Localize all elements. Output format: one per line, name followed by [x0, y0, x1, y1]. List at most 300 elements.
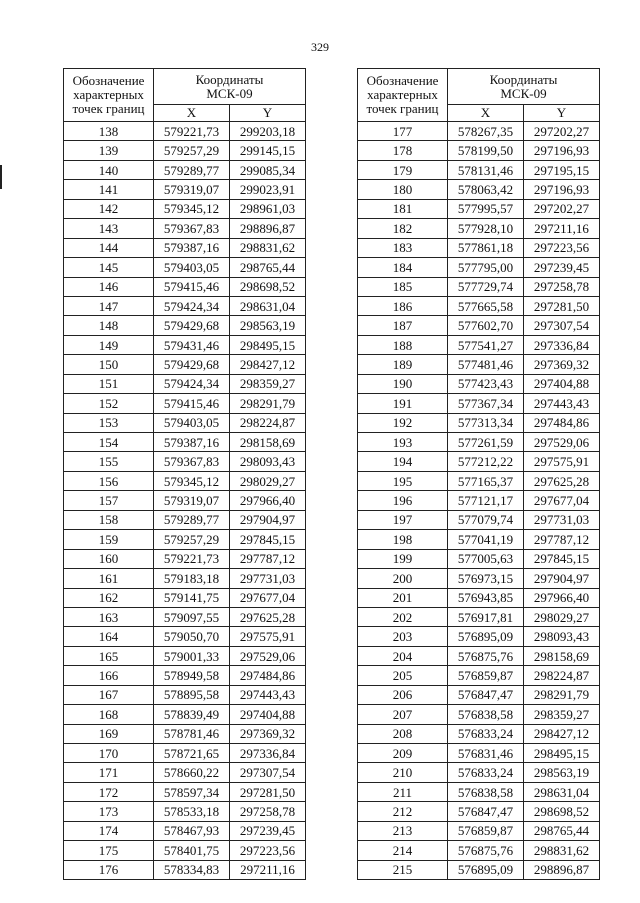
y-coordinate-cell: 297239,45 — [524, 258, 600, 277]
table-row — [358, 180, 600, 199]
table-row — [358, 685, 600, 704]
point-id-cell: 141 — [64, 180, 154, 199]
x-coordinate-cell: 579319,07 — [154, 491, 230, 510]
y-coordinate-cell: 297966,40 — [524, 588, 600, 607]
table-row — [358, 374, 600, 393]
x-coordinate-cell: 579050,70 — [154, 627, 230, 646]
x-coordinate-cell: 579001,33 — [154, 646, 230, 665]
y-coordinate-cell: 299023,91 — [230, 180, 306, 199]
table-row — [64, 316, 306, 335]
y-coordinate-cell: 298698,52 — [230, 277, 306, 296]
x-coordinate-cell: 577165,37 — [448, 471, 524, 490]
y-coordinate-cell: 297484,86 — [230, 666, 306, 685]
point-id-cell: 162 — [64, 588, 154, 607]
table-row — [358, 219, 600, 238]
table-row — [64, 277, 306, 296]
x-coordinate-cell: 579367,83 — [154, 219, 230, 238]
x-coordinate-cell: 576875,76 — [448, 841, 524, 860]
x-coordinate-cell: 578401,75 — [154, 841, 230, 860]
x-coordinate-cell: 578131,46 — [448, 160, 524, 179]
point-id-cell: 139 — [64, 141, 154, 160]
table-row — [358, 452, 600, 471]
coordinates-table-right — [357, 68, 600, 880]
point-id-cell: 210 — [358, 763, 448, 782]
point-id-cell: 214 — [358, 841, 448, 860]
table-row — [64, 666, 306, 685]
y-coordinate-cell: 297211,16 — [230, 860, 306, 879]
point-label-line3: точек границ — [366, 101, 439, 116]
x-coordinate-cell: 577367,34 — [448, 394, 524, 413]
point-id-cell: 203 — [358, 627, 448, 646]
coordinates-header — [448, 69, 600, 105]
x-coordinate-cell: 577861,18 — [448, 238, 524, 257]
x-coordinate-cell: 577212,22 — [448, 452, 524, 471]
table-row — [358, 471, 600, 490]
table-row — [64, 724, 306, 743]
y-coordinate-cell: 297195,15 — [524, 160, 600, 179]
table-row — [358, 258, 600, 277]
table-row — [358, 782, 600, 801]
table-row — [358, 666, 600, 685]
table-row — [358, 569, 600, 588]
y-coordinate-cell: 298631,04 — [524, 782, 600, 801]
point-id-cell: 153 — [64, 413, 154, 432]
point-id-cell: 163 — [64, 607, 154, 626]
y-coordinate-cell: 298896,87 — [230, 219, 306, 238]
y-coordinate-cell: 297966,40 — [230, 491, 306, 510]
table-row — [64, 335, 306, 354]
x-coordinate-cell: 578660,22 — [154, 763, 230, 782]
table-row — [358, 763, 600, 782]
table-row — [64, 199, 306, 218]
y-coordinate-cell: 297443,43 — [230, 685, 306, 704]
point-id-cell: 207 — [358, 705, 448, 724]
y-coordinate-cell: 297202,27 — [524, 122, 600, 141]
x-coordinate-cell: 578467,93 — [154, 821, 230, 840]
point-id-cell: 183 — [358, 238, 448, 257]
coordinate-system: МСК-09 — [500, 85, 547, 101]
table-row — [64, 394, 306, 413]
x-coordinate-cell: 577313,34 — [448, 413, 524, 432]
point-id-cell: 215 — [358, 860, 448, 879]
x-coordinate-cell: 577121,17 — [448, 491, 524, 510]
y-coordinate-cell: 297196,93 — [524, 141, 600, 160]
y-coordinate-cell: 298291,79 — [524, 685, 600, 704]
point-id-cell: 145 — [64, 258, 154, 277]
table-row — [64, 160, 306, 179]
x-column-header: X — [154, 105, 230, 122]
x-coordinate-cell: 578721,65 — [154, 744, 230, 763]
x-coordinate-cell: 578533,18 — [154, 802, 230, 821]
table-row — [358, 510, 600, 529]
table-row — [358, 705, 600, 724]
table-row — [358, 296, 600, 315]
x-coordinate-cell: 576859,87 — [448, 666, 524, 685]
table-body — [64, 122, 306, 880]
x-coordinate-cell: 579345,12 — [154, 199, 230, 218]
coordinates-header — [154, 69, 306, 105]
y-coordinate-cell: 297731,03 — [230, 569, 306, 588]
table-row — [358, 141, 600, 160]
point-id-cell: 213 — [358, 821, 448, 840]
point-id-cell: 199 — [358, 549, 448, 568]
table-row — [358, 607, 600, 626]
table-row — [358, 238, 600, 257]
y-coordinate-cell: 297223,56 — [230, 841, 306, 860]
point-id-cell: 189 — [358, 355, 448, 374]
y-coordinate-cell: 297575,91 — [230, 627, 306, 646]
x-coordinate-cell: 576943,85 — [448, 588, 524, 607]
x-coordinate-cell: 578199,50 — [448, 141, 524, 160]
y-coordinate-cell: 297677,04 — [230, 588, 306, 607]
table-row — [64, 122, 306, 141]
point-id-cell: 165 — [64, 646, 154, 665]
table-row — [64, 588, 306, 607]
table-row — [358, 646, 600, 665]
table-row — [358, 355, 600, 374]
table-row — [64, 705, 306, 724]
x-coordinate-cell: 578267,35 — [448, 122, 524, 141]
x-coordinate-cell: 577795,00 — [448, 258, 524, 277]
x-coordinate-cell: 579429,68 — [154, 316, 230, 335]
point-id-cell: 152 — [64, 394, 154, 413]
y-column-header: Y — [524, 105, 600, 122]
point-id-cell: 185 — [358, 277, 448, 296]
table-row — [64, 860, 306, 879]
y-coordinate-cell: 298631,04 — [230, 296, 306, 315]
table-row — [358, 549, 600, 568]
table-row — [358, 860, 600, 879]
x-coordinate-cell: 577665,58 — [448, 296, 524, 315]
table-row — [64, 413, 306, 432]
y-coordinate-cell: 298831,62 — [524, 841, 600, 860]
point-id-cell: 166 — [64, 666, 154, 685]
point-id-cell: 148 — [64, 316, 154, 335]
y-coordinate-cell: 297281,50 — [230, 782, 306, 801]
y-coordinate-cell: 298563,19 — [230, 316, 306, 335]
y-coordinate-cell: 298029,27 — [230, 471, 306, 490]
point-id-cell: 150 — [64, 355, 154, 374]
table-row — [358, 821, 600, 840]
x-coordinate-cell: 579415,46 — [154, 277, 230, 296]
table-row — [358, 744, 600, 763]
x-coordinate-cell: 577928,10 — [448, 219, 524, 238]
x-coordinate-cell: 576831,46 — [448, 744, 524, 763]
y-coordinate-cell: 297336,84 — [524, 335, 600, 354]
table-row — [358, 841, 600, 860]
y-coordinate-cell: 297307,54 — [524, 316, 600, 335]
page-number: 329 — [311, 40, 329, 54]
y-coordinate-cell: 298359,27 — [524, 705, 600, 724]
table-row — [64, 355, 306, 374]
point-id-cell: 191 — [358, 394, 448, 413]
y-coordinate-cell: 297336,84 — [230, 744, 306, 763]
table-row — [358, 627, 600, 646]
table-row — [64, 452, 306, 471]
table-row — [64, 569, 306, 588]
point-id-cell: 211 — [358, 782, 448, 801]
x-coordinate-cell: 577541,27 — [448, 335, 524, 354]
x-coordinate-cell: 577995,57 — [448, 199, 524, 218]
y-coordinate-cell: 297258,78 — [524, 277, 600, 296]
y-coordinate-cell: 297211,16 — [524, 219, 600, 238]
y-coordinate-cell: 297731,03 — [524, 510, 600, 529]
y-coordinate-cell: 297307,54 — [230, 763, 306, 782]
point-id-cell: 187 — [358, 316, 448, 335]
y-coordinate-cell: 297575,91 — [524, 452, 600, 471]
x-coordinate-cell: 576838,58 — [448, 782, 524, 801]
x-coordinate-cell: 576895,09 — [448, 860, 524, 879]
table-row — [358, 413, 600, 432]
table-row — [64, 180, 306, 199]
coordinate-system: МСК-09 — [206, 85, 253, 101]
y-coordinate-cell: 297625,28 — [524, 471, 600, 490]
x-coordinate-cell: 578839,49 — [154, 705, 230, 724]
x-coordinate-cell: 579345,12 — [154, 471, 230, 490]
y-coordinate-cell: 298158,69 — [230, 433, 306, 452]
x-coordinate-cell: 579367,83 — [154, 452, 230, 471]
y-coordinate-cell: 297196,93 — [524, 180, 600, 199]
point-id-cell: 173 — [64, 802, 154, 821]
table-row — [358, 588, 600, 607]
table-row — [358, 530, 600, 549]
table-row — [358, 160, 600, 179]
x-coordinate-cell: 579424,34 — [154, 374, 230, 393]
point-id-cell: 175 — [64, 841, 154, 860]
point-label-header — [64, 69, 154, 122]
x-coordinate-cell: 577423,43 — [448, 374, 524, 393]
y-coordinate-cell: 297529,06 — [230, 646, 306, 665]
scan-margin-mark — [0, 165, 2, 189]
y-coordinate-cell: 297239,45 — [230, 821, 306, 840]
y-coordinate-cell: 297223,56 — [524, 238, 600, 257]
x-coordinate-cell: 578949,58 — [154, 666, 230, 685]
x-coordinate-cell: 576895,09 — [448, 627, 524, 646]
coordinates-title: Координаты — [195, 71, 264, 87]
point-id-cell: 177 — [358, 122, 448, 141]
y-coordinate-cell: 298029,27 — [524, 607, 600, 626]
x-coordinate-cell: 579319,07 — [154, 180, 230, 199]
point-id-cell: 194 — [358, 452, 448, 471]
y-coordinate-cell: 298831,62 — [230, 238, 306, 257]
table-row — [64, 296, 306, 315]
point-id-cell: 186 — [358, 296, 448, 315]
point-id-cell: 212 — [358, 802, 448, 821]
table-row — [64, 607, 306, 626]
y-coordinate-cell: 298698,52 — [524, 802, 600, 821]
x-coordinate-cell: 579415,46 — [154, 394, 230, 413]
y-coordinate-cell: 298896,87 — [524, 860, 600, 879]
x-coordinate-cell: 579387,16 — [154, 238, 230, 257]
point-id-cell: 193 — [358, 433, 448, 452]
point-id-cell: 161 — [64, 569, 154, 588]
x-coordinate-cell: 576847,47 — [448, 685, 524, 704]
table-row — [358, 277, 600, 296]
x-coordinate-cell: 579257,29 — [154, 530, 230, 549]
y-coordinate-cell: 297625,28 — [230, 607, 306, 626]
point-id-cell: 138 — [64, 122, 154, 141]
point-id-cell: 188 — [358, 335, 448, 354]
x-coordinate-cell: 578895,58 — [154, 685, 230, 704]
x-coordinate-cell: 578334,83 — [154, 860, 230, 879]
point-id-cell: 154 — [64, 433, 154, 452]
point-id-cell: 202 — [358, 607, 448, 626]
point-id-cell: 151 — [64, 374, 154, 393]
x-coordinate-cell: 577261,59 — [448, 433, 524, 452]
point-id-cell: 155 — [64, 452, 154, 471]
x-coordinate-cell: 579431,46 — [154, 335, 230, 354]
y-coordinate-cell: 297281,50 — [524, 296, 600, 315]
point-id-cell: 181 — [358, 199, 448, 218]
x-column-header: X — [448, 105, 524, 122]
x-coordinate-cell: 577602,70 — [448, 316, 524, 335]
coordinates-title: Координаты — [489, 71, 558, 87]
table-row — [64, 646, 306, 665]
point-label-line1: Обозначение — [366, 73, 439, 88]
x-coordinate-cell: 577079,74 — [448, 510, 524, 529]
y-coordinate-cell: 297787,12 — [524, 530, 600, 549]
point-id-cell: 195 — [358, 471, 448, 490]
y-coordinate-cell: 298093,43 — [524, 627, 600, 646]
x-coordinate-cell: 576838,58 — [448, 705, 524, 724]
x-coordinate-cell: 579221,73 — [154, 549, 230, 568]
y-coordinate-cell: 297369,32 — [524, 355, 600, 374]
y-column-header: Y — [230, 105, 306, 122]
point-id-cell: 206 — [358, 685, 448, 704]
x-coordinate-cell: 576833,24 — [448, 763, 524, 782]
x-coordinate-cell: 579141,75 — [154, 588, 230, 607]
point-id-cell: 159 — [64, 530, 154, 549]
point-id-cell: 160 — [64, 549, 154, 568]
x-coordinate-cell: 576833,24 — [448, 724, 524, 743]
point-id-cell: 204 — [358, 646, 448, 665]
table-row — [358, 122, 600, 141]
point-id-cell: 180 — [358, 180, 448, 199]
point-id-cell: 167 — [64, 685, 154, 704]
table-row — [64, 744, 306, 763]
x-coordinate-cell: 578781,46 — [154, 724, 230, 743]
table-row — [64, 549, 306, 568]
x-coordinate-cell: 579403,05 — [154, 413, 230, 432]
table-row — [64, 841, 306, 860]
y-coordinate-cell: 299145,15 — [230, 141, 306, 160]
x-coordinate-cell: 578063,42 — [448, 180, 524, 199]
table-row — [64, 219, 306, 238]
point-label-line1: Обозначение — [72, 73, 145, 88]
y-coordinate-cell: 298495,15 — [524, 744, 600, 763]
x-coordinate-cell: 579403,05 — [154, 258, 230, 277]
x-coordinate-cell: 577481,46 — [448, 355, 524, 374]
point-id-cell: 169 — [64, 724, 154, 743]
point-id-cell: 200 — [358, 569, 448, 588]
table-row — [64, 433, 306, 452]
y-coordinate-cell: 298158,69 — [524, 646, 600, 665]
table-row — [64, 627, 306, 646]
table-body — [358, 122, 600, 880]
table-row — [358, 433, 600, 452]
x-coordinate-cell: 579257,29 — [154, 141, 230, 160]
y-coordinate-cell: 298224,87 — [230, 413, 306, 432]
y-coordinate-cell: 298427,12 — [230, 355, 306, 374]
point-label-header — [358, 69, 448, 122]
point-id-cell: 156 — [64, 471, 154, 490]
x-coordinate-cell: 579183,18 — [154, 569, 230, 588]
table-row — [64, 685, 306, 704]
table-row — [64, 782, 306, 801]
table-row — [64, 374, 306, 393]
point-id-cell: 197 — [358, 510, 448, 529]
point-id-cell: 190 — [358, 374, 448, 393]
point-id-cell: 176 — [64, 860, 154, 879]
x-coordinate-cell: 579429,68 — [154, 355, 230, 374]
table-row — [64, 530, 306, 549]
y-coordinate-cell: 298765,44 — [524, 821, 600, 840]
point-id-cell: 205 — [358, 666, 448, 685]
y-coordinate-cell: 298427,12 — [524, 724, 600, 743]
table-row — [358, 335, 600, 354]
point-id-cell: 208 — [358, 724, 448, 743]
y-coordinate-cell: 297443,43 — [524, 394, 600, 413]
point-id-cell: 171 — [64, 763, 154, 782]
y-coordinate-cell: 297369,32 — [230, 724, 306, 743]
point-label-line2: характерных — [367, 87, 438, 102]
coordinates-table-left — [63, 68, 306, 880]
x-coordinate-cell: 577729,74 — [448, 277, 524, 296]
point-id-cell: 196 — [358, 491, 448, 510]
point-id-cell: 172 — [64, 782, 154, 801]
x-coordinate-cell: 579221,73 — [154, 122, 230, 141]
y-coordinate-cell: 298291,79 — [230, 394, 306, 413]
point-id-cell: 157 — [64, 491, 154, 510]
point-id-cell: 168 — [64, 705, 154, 724]
table-row — [358, 724, 600, 743]
y-coordinate-cell: 298765,44 — [230, 258, 306, 277]
table-row — [358, 491, 600, 510]
point-id-cell: 144 — [64, 238, 154, 257]
table-row — [64, 802, 306, 821]
y-coordinate-cell: 297845,15 — [230, 530, 306, 549]
y-coordinate-cell: 299085,34 — [230, 160, 306, 179]
point-id-cell: 179 — [358, 160, 448, 179]
y-coordinate-cell: 299203,18 — [230, 122, 306, 141]
y-coordinate-cell: 297904,97 — [230, 510, 306, 529]
y-coordinate-cell: 297202,27 — [524, 199, 600, 218]
point-id-cell: 149 — [64, 335, 154, 354]
table-row — [64, 491, 306, 510]
x-coordinate-cell: 576875,76 — [448, 646, 524, 665]
point-id-cell: 158 — [64, 510, 154, 529]
point-id-cell: 147 — [64, 296, 154, 315]
table-row — [64, 471, 306, 490]
y-coordinate-cell: 298961,03 — [230, 199, 306, 218]
x-coordinate-cell: 576859,87 — [448, 821, 524, 840]
table-row — [358, 199, 600, 218]
point-id-cell: 209 — [358, 744, 448, 763]
x-coordinate-cell: 579289,77 — [154, 160, 230, 179]
x-coordinate-cell: 576917,81 — [448, 607, 524, 626]
point-id-cell: 142 — [64, 199, 154, 218]
point-id-cell: 178 — [358, 141, 448, 160]
y-coordinate-cell: 297677,04 — [524, 491, 600, 510]
y-coordinate-cell: 297845,15 — [524, 549, 600, 568]
x-coordinate-cell: 579289,77 — [154, 510, 230, 529]
x-coordinate-cell: 577041,19 — [448, 530, 524, 549]
y-coordinate-cell: 297904,97 — [524, 569, 600, 588]
x-coordinate-cell: 579424,34 — [154, 296, 230, 315]
point-id-cell: 164 — [64, 627, 154, 646]
x-coordinate-cell: 576847,47 — [448, 802, 524, 821]
point-id-cell: 198 — [358, 530, 448, 549]
